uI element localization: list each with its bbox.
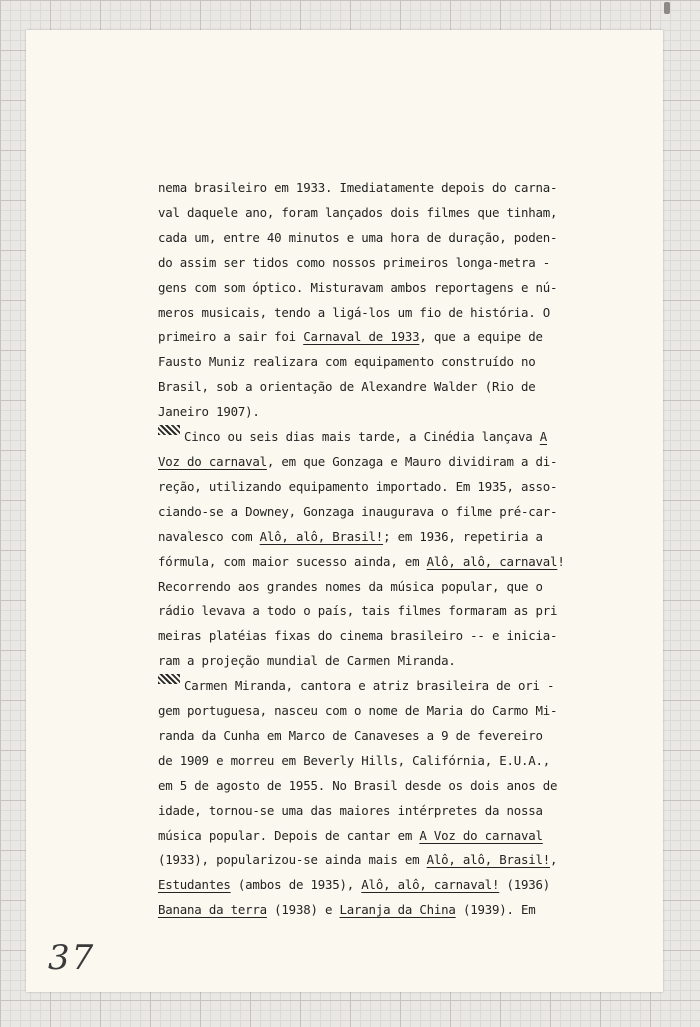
text-line <box>158 251 628 276</box>
text-line <box>158 201 628 226</box>
text-line <box>158 649 628 674</box>
text-line <box>158 724 628 749</box>
film-title: Carnaval de 1933 <box>303 329 420 345</box>
text-line <box>158 699 628 724</box>
page-number: 37 <box>48 938 96 978</box>
text-line <box>158 375 628 400</box>
text-line <box>158 176 628 201</box>
text-run: de 1909 e morreu em Beverly Hills, Califórnia, E.U.A., <box>158 752 551 768</box>
text-line <box>158 350 628 375</box>
text-line <box>158 824 628 849</box>
text-run: do assim ser tidos como nossos primeiros longa-metra - <box>158 254 551 270</box>
text-line <box>158 575 628 600</box>
text-run: navalesco com <box>158 528 260 544</box>
text-run: nema brasileiro em 1933. Imediatamente depois do carna- <box>158 180 558 195</box>
text-run: meros musicais, tendo a ligá-los um fio de história. O <box>158 304 551 320</box>
text-line <box>158 749 628 774</box>
text-line <box>158 599 628 624</box>
text-line <box>158 674 628 699</box>
text-run: cada um, entre 40 minutos e uma hora de duração, poden- <box>158 229 558 245</box>
text-run: Fausto Muniz realizara com equipamento construído no <box>158 354 536 370</box>
text-run: ram a projeção mundial de Carmen Miranda. <box>158 653 456 669</box>
film-title: Alô, alô, Brasil! <box>259 528 384 544</box>
text-run: Recorrendo aos grandes nomes da música popular, que o <box>158 578 543 594</box>
film-title: A Voz do carnaval <box>419 827 543 843</box>
struck-paragraph-mark <box>158 425 180 435</box>
text-run: meiras platéias fixas do cinema brasileiro -- e inicia- <box>158 628 558 644</box>
text-line <box>158 226 628 251</box>
film-title: Alô, alô, Brasil! <box>426 852 551 868</box>
text-run: randa da Cunha em Marco de Canaveses a 9 de fevereiro <box>158 727 543 743</box>
film-title: Laranja da China <box>339 902 456 918</box>
text-run: (1933), popularizou-se ainda mais em <box>158 852 427 868</box>
text-line <box>158 450 628 475</box>
text-line <box>158 500 628 525</box>
text-line <box>158 898 628 923</box>
text-run: val daquele ano, foram lançados dois filmes que tinham, <box>158 204 558 220</box>
text-line <box>158 774 628 799</box>
text-run: fórmula, com maior sucesso ainda, em <box>158 553 427 569</box>
text-line <box>158 848 628 873</box>
typewritten-text <box>158 176 628 923</box>
film-title: Voz do carnaval <box>158 453 267 469</box>
film-title: A <box>539 429 547 445</box>
film-title: Banana da terra <box>158 902 267 918</box>
text-line <box>158 624 628 649</box>
text-run: idade, tornou-se uma das maiores intérpretes da nossa <box>158 802 543 818</box>
text-line <box>158 475 628 500</box>
text-line <box>158 301 628 326</box>
text-run: (1938) e <box>266 902 340 918</box>
text-line <box>158 550 628 575</box>
text-run: , em que Gonzaga e Mauro dividiram a di- <box>266 453 558 469</box>
punch-hole <box>664 2 670 14</box>
text-run: música popular. Depois de cantar em <box>158 827 420 843</box>
text-run: , <box>550 852 558 868</box>
text-line <box>158 873 628 898</box>
film-title: Estudantes <box>158 877 231 893</box>
text-run: gens com som óptico. Misturavam ambos reportagens e nú- <box>158 279 558 295</box>
text-line <box>158 799 628 824</box>
text-line <box>158 325 628 350</box>
text-line <box>158 276 628 301</box>
text-run: rádio levava a todo o país, tais filmes formaram as pri <box>158 603 558 619</box>
text-run: (1939). Em <box>455 902 536 918</box>
text-run: ciando-se a Downey, Gonzaga inaugurava o filme pré-car- <box>158 503 558 519</box>
film-title: Alô, alô, carnaval <box>426 553 558 569</box>
text-run: (ambos de 1935), <box>230 877 362 893</box>
text-run: (1936) <box>499 877 551 893</box>
film-title: Alô, alô, carnaval! <box>361 877 500 893</box>
text-run: Carmen Miranda, cantora e atriz brasileira de ori - <box>184 678 555 694</box>
text-line <box>158 400 628 425</box>
text-run: primeiro a sair foi <box>158 329 304 345</box>
text-run: reção, utilizando equipamento importado. Em 1935, asso- <box>158 478 558 494</box>
text-line <box>158 425 628 450</box>
struck-paragraph-mark <box>158 674 180 684</box>
text-run: Brasil, sob a orientação de Alexandre Walder (Rio de <box>158 379 536 395</box>
text-run: em 5 de agosto de 1955. No Brasil desde os dois anos de <box>158 777 558 793</box>
text-run: Cinco ou seis dias mais tarde, a Cinédia lançava <box>184 429 540 445</box>
text-run: Janeiro 1907). <box>158 404 260 420</box>
text-run: ; em 1936, repetiria a <box>383 528 543 544</box>
text-run: gem portuguesa, nasceu com o nome de Maria do Carmo Mi- <box>158 703 558 719</box>
text-line <box>158 525 628 550</box>
text-run: , que a equipe de <box>419 329 543 345</box>
text-run: ! <box>557 553 565 569</box>
